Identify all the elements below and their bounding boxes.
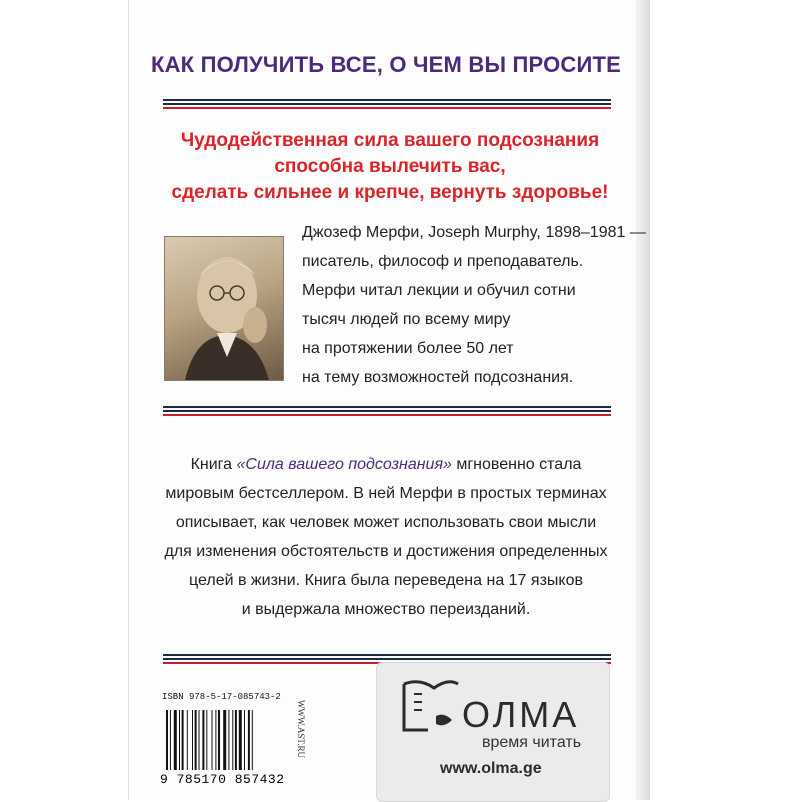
- stripe-navy: [163, 654, 611, 656]
- bio-line: Джозеф Мерфи, Joseph Murphy, 1898–1981 —: [302, 224, 646, 241]
- bio-line: Мерфи читал лекции и обучил сотни: [302, 282, 576, 299]
- stripe-red: [163, 107, 611, 109]
- olma-brand: ОЛМА: [462, 694, 580, 735]
- middle-divider-stripes: [163, 406, 611, 418]
- barcode-digits: 9 785170 857432: [160, 772, 285, 787]
- description-line: целей в жизни. Книга была переведена на 17 языков: [189, 572, 583, 589]
- isbn-number: ISBN 978-5-17-085743-2: [162, 692, 281, 702]
- description-line: и выдержала множество переизданий.: [241, 601, 531, 618]
- tagline-line: способна вылечить вас,: [274, 156, 506, 177]
- top-divider-stripes: [163, 99, 611, 111]
- description-line: для изменения обстоятельств и достижения определенных: [164, 543, 608, 560]
- stripe-navy: [163, 99, 611, 101]
- stripe-navy: [163, 103, 611, 105]
- book-logo-icon: [400, 680, 462, 736]
- stripe-navy: [163, 658, 611, 660]
- barcode: [160, 690, 290, 795]
- cover-headline: КАК ПОЛУЧИТЬ ВСЕ, О ЧЕМ ВЫ ПРОСИТЕ: [150, 52, 622, 77]
- tagline-line: сделать сильнее и крепче, вернуть здоровье!: [171, 182, 609, 203]
- description-rest: мгновенно стала: [451, 456, 582, 473]
- author-bio: [302, 218, 646, 392]
- bio-line: на тему возможностей подсознания.: [302, 369, 574, 386]
- book-title: «Сила вашего подсознания»: [236, 456, 452, 473]
- tagline-block: [140, 128, 640, 206]
- olma-url: www.olma.ge: [440, 760, 542, 777]
- stripe-navy: [163, 406, 611, 408]
- barcode-bars: [166, 710, 286, 778]
- description-prefix: Книга: [190, 456, 237, 473]
- spine-edge: [636, 0, 650, 800]
- bio-line: писатель, философ и преподаватель.: [302, 253, 584, 270]
- description-line: описывает, как человек может использовать свои мысли: [175, 514, 597, 531]
- bio-line: на протяжении более 50 лет: [302, 340, 514, 357]
- author-portrait: [164, 236, 284, 381]
- tagline-line: Чудодейственная сила вашего подсознания: [180, 130, 600, 151]
- description-line: [130, 450, 642, 479]
- olma-tagline: время читать: [482, 734, 582, 751]
- bio-line: тысяч людей по всему миру: [302, 311, 511, 328]
- stripe-red: [163, 414, 611, 416]
- book-description: [130, 450, 642, 624]
- description-line: мировым бестселлером. В ней Мерфи в простых терминах: [165, 485, 607, 502]
- stripe-navy: [163, 410, 611, 412]
- publisher-url: WWW.AST.RU: [296, 700, 306, 758]
